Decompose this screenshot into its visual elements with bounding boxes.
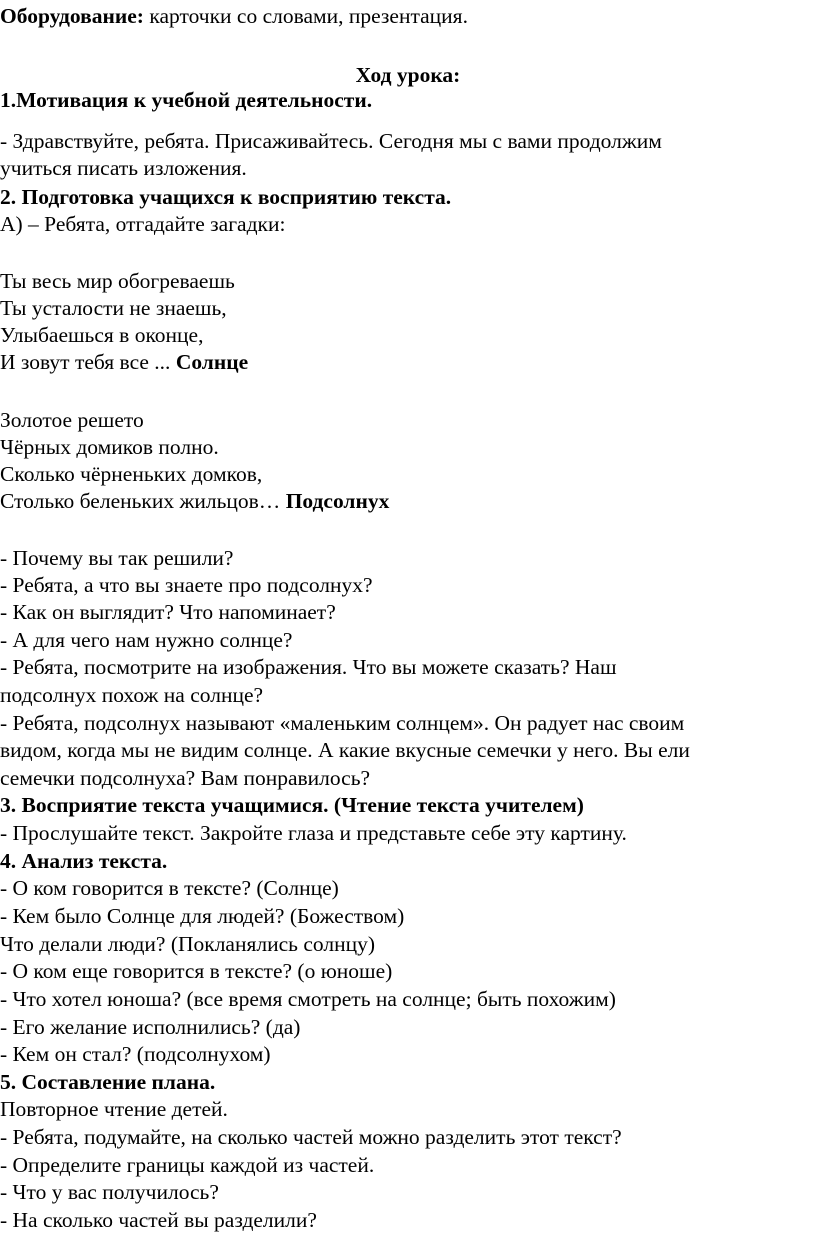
question-line: - А для чего нам нужно солнце?	[0, 628, 293, 652]
question-line: семечки подсолнуха? Вам понравилось?	[0, 766, 371, 790]
plan-line: Повторное чтение детей.	[0, 1097, 228, 1121]
section-1-heading: 1.Мотивация к учебной деятельности.	[0, 88, 373, 112]
analysis-line: - Кем было Солнце для людей? (Божеством)	[0, 904, 405, 928]
riddle-line: Улыбаешься в оконце,	[0, 323, 204, 347]
analysis-line: - Его желание исполнились? (да)	[0, 1015, 301, 1039]
riddle-answer: Подсолнух	[285, 489, 390, 513]
question-line: видом, когда мы не видим солнце. А какие вкусные семечки у него. Вы ели	[0, 738, 690, 762]
equipment-line	[0, 3, 468, 31]
paragraph-line: учиться писать изложения.	[0, 156, 247, 180]
riddle-line: Столько беленьких жильцов… Подсолнух	[0, 489, 390, 513]
section-4-heading: 4. Анализ текста.	[0, 849, 168, 873]
analysis-line: - Кем он стал? (подсолнухом)	[0, 1042, 271, 1066]
riddle-line: Золотое решето	[0, 408, 144, 432]
plan-line: - Определите границы каждой из частей.	[0, 1153, 375, 1177]
riddle-line: Ты весь мир обогреваешь	[0, 269, 235, 293]
plan-line: - На сколько частей вы разделили?	[0, 1208, 317, 1232]
paragraph-line: - Здравствуйте, ребята. Присаживайтесь. Сегодня мы с вами продолжим	[0, 129, 662, 153]
equipment-text: карточки со словами, презентация.	[143, 4, 468, 28]
riddle-line: Чёрных домиков полно.	[0, 435, 219, 459]
riddle-intro: А) – Ребята, отгадайте загадки:	[0, 212, 286, 236]
question-line: - Ребята, посмотрите на изображения. Что вы можете сказать? Наш	[0, 655, 617, 679]
plan-line: - Ребята, подумайте, на сколько частей можно разделить этот текст?	[0, 1125, 622, 1149]
section-5-heading: 5. Составление плана.	[0, 1070, 216, 1094]
riddle-line: Ты усталости не знаешь,	[0, 296, 227, 320]
riddle-answer: Солнце	[175, 350, 249, 374]
analysis-line: - Что хотел юноша? (все время смотреть на солнце; быть похожим)	[0, 987, 616, 1011]
section-3-heading: 3. Восприятие текста учащимися. (Чтение текста учителем)	[0, 793, 584, 817]
section-2-heading: 2. Подготовка учащихся к восприятию текста.	[0, 185, 452, 209]
question-line: - Почему вы так решили?	[0, 546, 234, 570]
question-line: - Как он выглядит? Что напоминает?	[0, 600, 336, 624]
plan-line: - Что у вас получилось?	[0, 1180, 219, 1204]
question-line: - Ребята, а что вы знаете про подсолнух?	[0, 573, 373, 597]
analysis-line: Что делали люди? (Покланялись солнцу)	[0, 932, 375, 956]
lesson-title: Ход урока:	[355, 63, 461, 87]
analysis-line: - О ком говорится в тексте? (Солнце)	[0, 876, 339, 900]
question-line: подсолнух похож на солнце?	[0, 683, 264, 707]
equipment-label: Оборудование:	[0, 4, 144, 28]
analysis-line: - О ком еще говорится в тексте? (о юноше)	[0, 959, 393, 983]
paragraph-line: - Прослушайте текст. Закройте глаза и представьте себе эту картину.	[0, 821, 627, 845]
question-line: - Ребята, подсолнух называют «маленьким солнцем». Он радует нас своим	[0, 711, 685, 735]
riddle-line: И зовут тебя все ... Солнце	[0, 350, 249, 374]
riddle-line: Сколько чёрненьких домков,	[0, 462, 263, 486]
